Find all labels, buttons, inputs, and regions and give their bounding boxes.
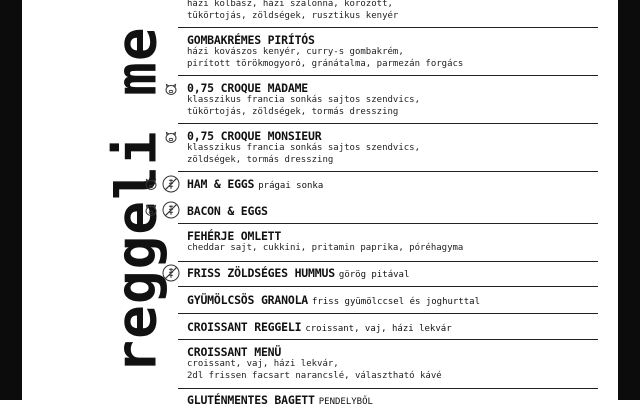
item-name: FEHÉRJE OMLETT xyxy=(187,229,282,243)
item-inline-desc: friss gyümölccsel és joghurttal xyxy=(312,297,481,307)
pig-icon xyxy=(144,177,158,191)
divider xyxy=(178,388,598,389)
pig-icon xyxy=(164,82,178,96)
item-name-text: CROISSANT REGGELI xyxy=(187,320,302,334)
pig-icon xyxy=(164,130,178,144)
divider xyxy=(178,313,598,314)
item-desc-line: klasszikus francia sonkás sajtos szendvics, xyxy=(187,143,420,153)
item-inline-desc: görög pitával xyxy=(338,270,410,280)
item-name: 0,75 CROQUE MADAME xyxy=(187,81,309,95)
gluten-free-icon xyxy=(162,175,180,193)
item-inline-desc: croissant, vaj, házi lekvár xyxy=(305,324,452,334)
item-desc-line: házi kolbász, házi szalonna, körözött, xyxy=(187,0,393,9)
item-desc-line: croissant, vaj, házi lekvár, xyxy=(187,359,339,369)
item-name: 0,75 CROQUE MONSIEUR xyxy=(187,129,322,143)
item-desc-line: 2dl frissen facsart narancslé, választható kávé xyxy=(187,371,442,381)
item-name xyxy=(187,293,480,307)
divider xyxy=(178,123,598,124)
divider xyxy=(178,75,598,76)
item-desc-line: klasszikus francia sonkás sajtos szendvics, xyxy=(187,95,420,105)
item-desc-line: tükörtojás, zöldségek, tormás dresszing xyxy=(187,107,399,117)
item-name xyxy=(187,320,452,334)
item-desc-line: zöldségek, tormás dresszing xyxy=(187,155,334,165)
pig-icon xyxy=(144,203,158,217)
item-desc-line: pirított törökmogyoró, gránátalma, parmezán forgács xyxy=(187,59,464,69)
item-desc-line: cheddar sajt, cukkini, pritamin paprika, póréhagyma xyxy=(187,243,464,253)
divider xyxy=(178,261,598,262)
divider xyxy=(178,339,598,340)
right-dark-border xyxy=(618,0,640,400)
gluten-free-icon xyxy=(162,264,180,282)
item-name-text: GYÜMÖLCSÖS GRANOLA xyxy=(187,293,309,307)
item-inline-desc: prágai sonka xyxy=(258,181,324,191)
side-title: reggeli me xyxy=(104,26,170,374)
item-name xyxy=(187,266,409,280)
item-name-text: GLUTÉNMENTES BAGETT xyxy=(187,393,315,407)
menu-list xyxy=(140,0,598,407)
item-name-text: HAM & EGGS xyxy=(187,177,255,191)
item-inline-desc: PENDELYBŐL xyxy=(318,397,373,407)
item-desc-line: házi kovászos kenyér, curry-s gombakrém, xyxy=(187,47,404,57)
gluten-free-icon xyxy=(162,201,180,219)
divider xyxy=(178,223,598,224)
divider xyxy=(178,286,598,287)
item-name: BACON & EGGS xyxy=(187,204,268,218)
divider xyxy=(178,27,598,28)
item-name xyxy=(187,177,323,191)
divider xyxy=(178,171,598,172)
item-name: CROISSANT MENÜ xyxy=(187,345,282,359)
item-name xyxy=(187,393,373,407)
item-desc-line: tükörtojás, zöldségek, rusztikus kenyér xyxy=(187,11,399,21)
item-name-text: FRISS ZÖLDSÉGES HUMMUS xyxy=(187,266,335,280)
item-name: GOMBAKRÉMES PIRÍTÓS xyxy=(187,33,315,47)
left-dark-border xyxy=(0,0,22,400)
